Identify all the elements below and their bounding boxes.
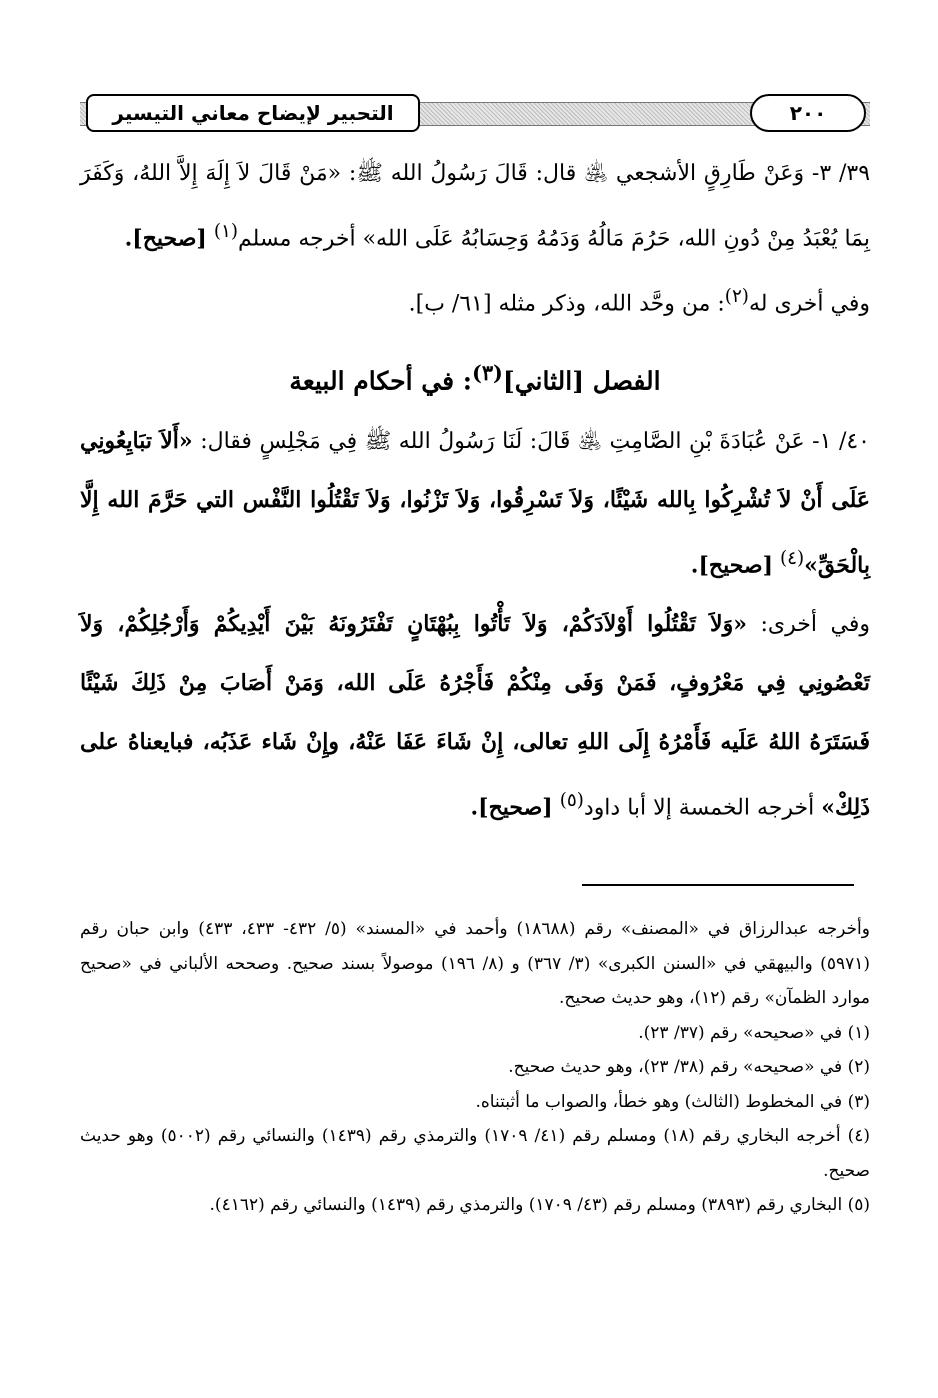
hadith-40-other-source: أخرجه الخمسة إلا أبا داود xyxy=(583,795,815,821)
hadith-39-paragraph xyxy=(80,145,870,268)
hadith-40-other-paragraph xyxy=(80,595,870,837)
hadith-40-quote: «أَلاَ تبَايِعُونِي عَلَى أَنْ لاَ تُشْرِكُوا بِالله شَيْئًا، وَلاَ تَسْرِقُوا، وَلاَ تَزْنُوا، وَلاَ تَقْتُلُوا النَّفْس التي حَرَّمَ الله إِلَّا بِالْحَقِّ» xyxy=(80,427,870,579)
footnote-4: (٤) أخرجه البخاري رقم (١٨) ومسلم رقم (٤١/ ١٧٠٩) والترمذي رقم (١٤٣٩) والنسائي رقم (٥٠٠٢) وهو حديث صحيح. xyxy=(80,1126,870,1181)
footnote-5: (٥) البخاري رقم (٣٨٩٣) ومسلم رقم (٤٣/ ١٧٠٩) والترمذي رقم (١٤٣٩) والنسائي رقم (٤١٦٢). xyxy=(209,1195,870,1215)
hadith-40-paragraph xyxy=(80,412,870,595)
book-title-text: التحبير لإيضاح معاني التيسير xyxy=(112,101,394,125)
section-heading-part2: : في أحكام البيعة xyxy=(289,365,472,395)
hadith-40-other-intro: وفي أخرى: xyxy=(760,612,871,638)
hadith-40-intro: ٤٠/ ١- عَنْ عُبَادَةَ بْنِ الصَّامِتِ ﵁ قَالَ: لَنَا رَسُولُ الله ﷺ فِي مَجْلِسٍ فقال: xyxy=(200,428,870,454)
section-heading-part1: الفصل [الثاني] xyxy=(502,365,661,395)
footnote-ref-2: (٢) xyxy=(724,286,749,308)
hadith-40-other-grade: [صحيح]. xyxy=(470,794,553,821)
footnote-ref-3: (٣) xyxy=(471,359,503,385)
page-number-text: ٢٠٠ xyxy=(789,101,827,125)
hadith-40-grade: [صحيح]. xyxy=(690,552,773,579)
hadith-39-text: ٣٩/ ٣- وَعَنْ طَارِقٍ الأشجعي ﵁ قال: قَالَ رَسُولُ الله ﷺ: «مَنْ قَالَ لاَ إِلَهَ إِلاَّ اللهُ، وَكَفَرَ بِمَا يُعْبَدُ مِنْ دُونِ الله، حَرُمَ مَالُهُ وَدَمُهُ وَحِسَابُهُ عَلَى الله» أخرجه مسلم xyxy=(80,161,871,252)
page-header xyxy=(80,94,870,140)
section-heading xyxy=(80,344,870,410)
page-number xyxy=(750,94,866,132)
hadith-40-other-quote: «وَلاَ تَقْتُلُوا أَوْلاَدَكُمْ، وَلاَ تَأْتُوا بِبُهْتَانٍ تَفْتَرُونَهُ بَيْنَ أَيْدِيكُمْ وَأَرْجُلِكُمْ، وَلاَ تَعْصُونِي فِي مَعْرُوفٍ، فَمَنْ وَفَى مِنْكُمْ فَأَجْرُهُ عَلَى الله، وَمَنْ أَصَابَ مِنْ ذَلِكَ شَيْئًا فَسَتَرَهُ اللهُ عَلَيه فَأَمْرُهُ إِلَى اللهِ تعالى، إِنْ شَاءَ عَفَا عَنْهُ، وإِنْ شَاء عَذَبُه، فبايعناهُ على ذَلِكْ» xyxy=(80,611,870,821)
footnote-3: (٣) في المخطوط (الثالث) وهو خطأ، والصواب ما أثبتناه. xyxy=(475,1091,870,1112)
hadith-39-grade: [صحيح]. xyxy=(124,225,207,252)
footnote-ref-1: (١) xyxy=(213,221,239,242)
hadith-39-variant-text: وفي أخرى له xyxy=(748,291,870,317)
footnote-1: (١) في «صحيحه» رقم (٣٧/ ٢٣). xyxy=(638,1022,870,1043)
footnote-2: (٢) في «صحيحه» رقم (٣٨/ ٢٣)، وهو حديث صحيح. xyxy=(508,1057,870,1077)
main-text xyxy=(80,145,870,838)
hadith-39-variant-rest: : من وحَّد الله، وذكر مثله [٦١/ ب]. xyxy=(408,291,725,317)
footnotes xyxy=(80,912,870,1223)
footnote-continued: وأخرجه عبدالرزاق في «المصنف» رقم (١٨٦٨٨) وأحمد في «المسند» (٥/ ٤٣٢- ٤٣٣، ٤٣٣) وابن حبان رقم (٥٩٧١) والبيهقي في «السنن الكبرى» (٣/ ٣٦٧) و (٨/ ١٩٦) موصولاً بسند صحيح. وصححه الألباني في «صحيح موارد الظمآن» رقم (١٢)، وهو حديث صحيح. xyxy=(80,919,870,1008)
book-title xyxy=(86,94,420,132)
footnote-separator xyxy=(582,884,854,886)
footnote-ref-5: (٥) xyxy=(559,790,584,812)
footnote-ref-4: (٤) xyxy=(780,547,805,569)
hadith-39-variant xyxy=(80,268,870,333)
